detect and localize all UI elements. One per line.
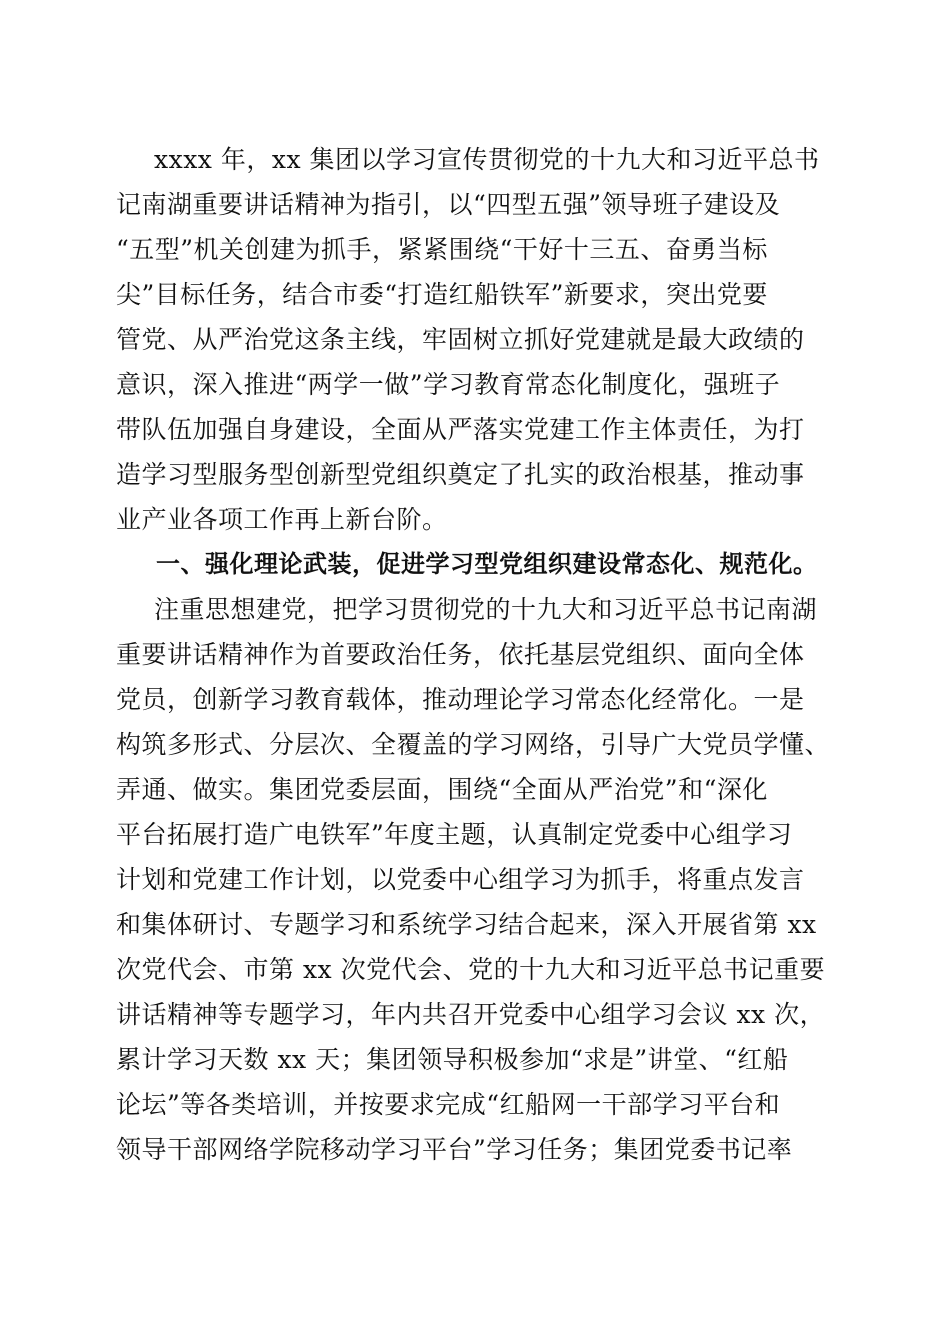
paragraph-line: 意识，深入推进“两学一做”学习教育常态化制度化，强班子 — [116, 370, 781, 399]
paragraph-line: 领导干部网络学院移动学习平台”学习任务；集团党委书记率 — [116, 1135, 793, 1164]
paragraph-line: 和集体研讨、专题学习和系统学习结合起来，深入开展省第 xx — [116, 910, 817, 939]
paragraph-line: 计划和党建工作计划，以党委中心组学习为抓手，将重点发言 — [116, 865, 805, 894]
paragraph-line: “五型”机关创建为抓手，紧紧围绕“干好十三五、奋勇当标 — [116, 235, 768, 264]
section-1 — [116, 542, 846, 1172]
paragraph-line: 注重思想建党，把学习贯彻党的十九大和习近平总书记南湖 — [154, 595, 818, 624]
paragraph-line: 平台拓展打造广电铁军”年度主题，认真制定党委中心组学习 — [116, 820, 793, 849]
section-heading: 一、强化理论武装，促进学习型党组织建设常态化、规范化。 — [156, 550, 818, 578]
paragraph-line: 次党代会、市第 xx 次党代会、党的十九大和习近平总书记重要 — [116, 955, 826, 984]
paragraph-line: 弄通、做实。集团党委层面，围绕“全面从严治党”和“深化 — [116, 775, 768, 804]
paragraph-line: 尖”目标任务，结合市委“打造红船铁军”新要求，突出党要 — [116, 280, 768, 309]
paragraph-line: 业产业各项工作再上新台阶。 — [116, 505, 448, 534]
paragraph-line: 带队伍加强自身建设，全面从严落实党建工作主体责任，为打 — [116, 415, 805, 444]
paragraph-line: 重要讲话精神作为首要政治任务，依托基层党组织、面向全体 — [116, 640, 805, 669]
paragraph-line: 累计学习天数 xx 天；集团领导积极参加“求是”讲堂、“红船 — [116, 1045, 789, 1074]
paragraph-line: 党员，创新学习教育载体，推动理论学习常态化经常化。一是 — [116, 685, 805, 714]
paragraph-line: 管党、从严治党这条主线，牢固树立抓好党建就是最大政绩的 — [116, 325, 805, 354]
paragraph-line: xxxx 年，xx 集团以学习宣传贯彻党的十九大和习近平总书 — [154, 145, 820, 174]
paragraph-line: 记南湖重要讲话精神为指引，以“四型五强”领导班子建设及 — [116, 190, 781, 219]
paragraph-line: 构筑多形式、分层次、全覆盖的学习网络，引导广大党员学懂、 — [116, 730, 831, 759]
paragraph-line: 论坛”等各类培训，并按要求完成“红船网一干部学习平台和 — [116, 1090, 781, 1119]
intro-paragraph — [116, 137, 846, 542]
paragraph-line: 造学习型服务型创新型党组织奠定了扎实的政治根基，推动事 — [116, 460, 805, 489]
paragraph-line: 讲话精神等专题学习，年内共召开党委中心组学习会议 xx 次， — [116, 1000, 826, 1029]
